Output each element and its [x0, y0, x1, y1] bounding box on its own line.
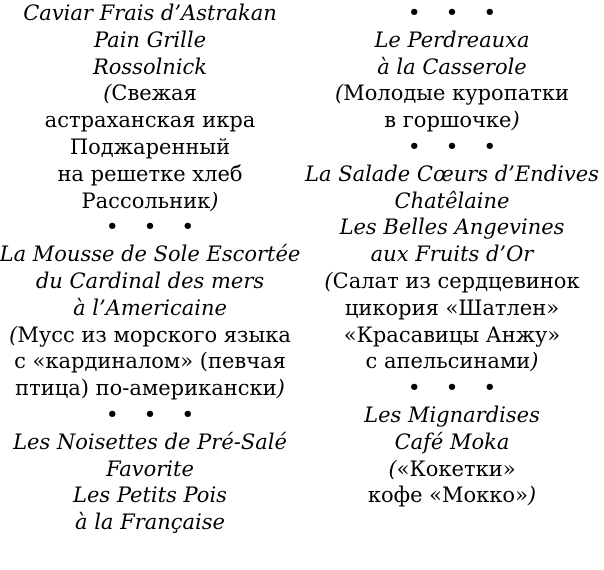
course-ru-line: цикория «Шатлен» — [344, 295, 560, 320]
course-fr-line: Chatêlaine — [394, 188, 510, 213]
course-ru-line: с апельсинами) — [365, 349, 539, 374]
course-ru-line: птица) по-американски) — [15, 376, 285, 401]
course-fr-line: Pain Grille — [93, 27, 206, 52]
course-fr-line: à l’Americaine — [73, 295, 227, 320]
course-fr-line: La Mousse de Sole Escortée — [0, 242, 301, 267]
menu-left-column — [0, 0, 300, 570]
course-fr-line: Les Belles Angevines — [339, 215, 565, 240]
course-separator: • • • — [408, 377, 506, 399]
course-fr-line: Caviar Frais d’Astrakan — [23, 1, 277, 25]
course-fr-line: Les Mignardises — [364, 402, 540, 427]
course-ru-line: (Салат из сердцевинок — [324, 268, 580, 293]
course-fr-line: Favorite — [106, 456, 194, 481]
course-ru-line: (Мусс из морского языка — [9, 322, 291, 347]
menu-right-column — [300, 0, 604, 570]
course-separator: • • • — [106, 216, 204, 238]
course-ru-line: астраханская икра — [44, 108, 256, 133]
course-ru-line: (Свежая — [103, 81, 197, 106]
course-fr-line: Café Moka — [394, 429, 510, 454]
course-ru-line: с «кардиналом» (певчая — [14, 349, 286, 374]
course-ru-line: на решетке хлеб — [57, 161, 243, 186]
course-fr-line: La Salade Cœurs d’Endives — [305, 161, 599, 186]
course-ru-line: «Красавицы Анжу» — [343, 322, 561, 347]
course-ru-line: кофе «Мокко») — [367, 483, 537, 508]
course-fr-line: aux Fruits d’Or — [370, 242, 534, 267]
course-ru-line: («Кокетки» — [388, 456, 516, 481]
course-ru-line: (Молодые куропатки — [335, 81, 569, 106]
course-fr-line: Les Petits Pois — [73, 483, 227, 508]
course-fr-line: à la Casserole — [377, 54, 527, 79]
course-ru-line: Поджаренный — [69, 134, 231, 159]
course-fr-line: Les Noisettes de Pré-Salé — [13, 429, 287, 454]
course-fr-line: Rossolnick — [92, 54, 208, 79]
course-fr-line: Le Perdreauxa — [374, 27, 530, 52]
course-fr-line: du Cardinal des mers — [35, 268, 265, 293]
course-separator: • • • — [408, 2, 506, 23]
course-separator: • • • — [106, 403, 204, 425]
course-ru-line: Рассольник) — [81, 188, 219, 213]
course-separator: • • • — [408, 135, 506, 157]
course-fr-line: à la Française — [75, 510, 225, 535]
course-ru-line: в горшочке) — [384, 108, 520, 133]
